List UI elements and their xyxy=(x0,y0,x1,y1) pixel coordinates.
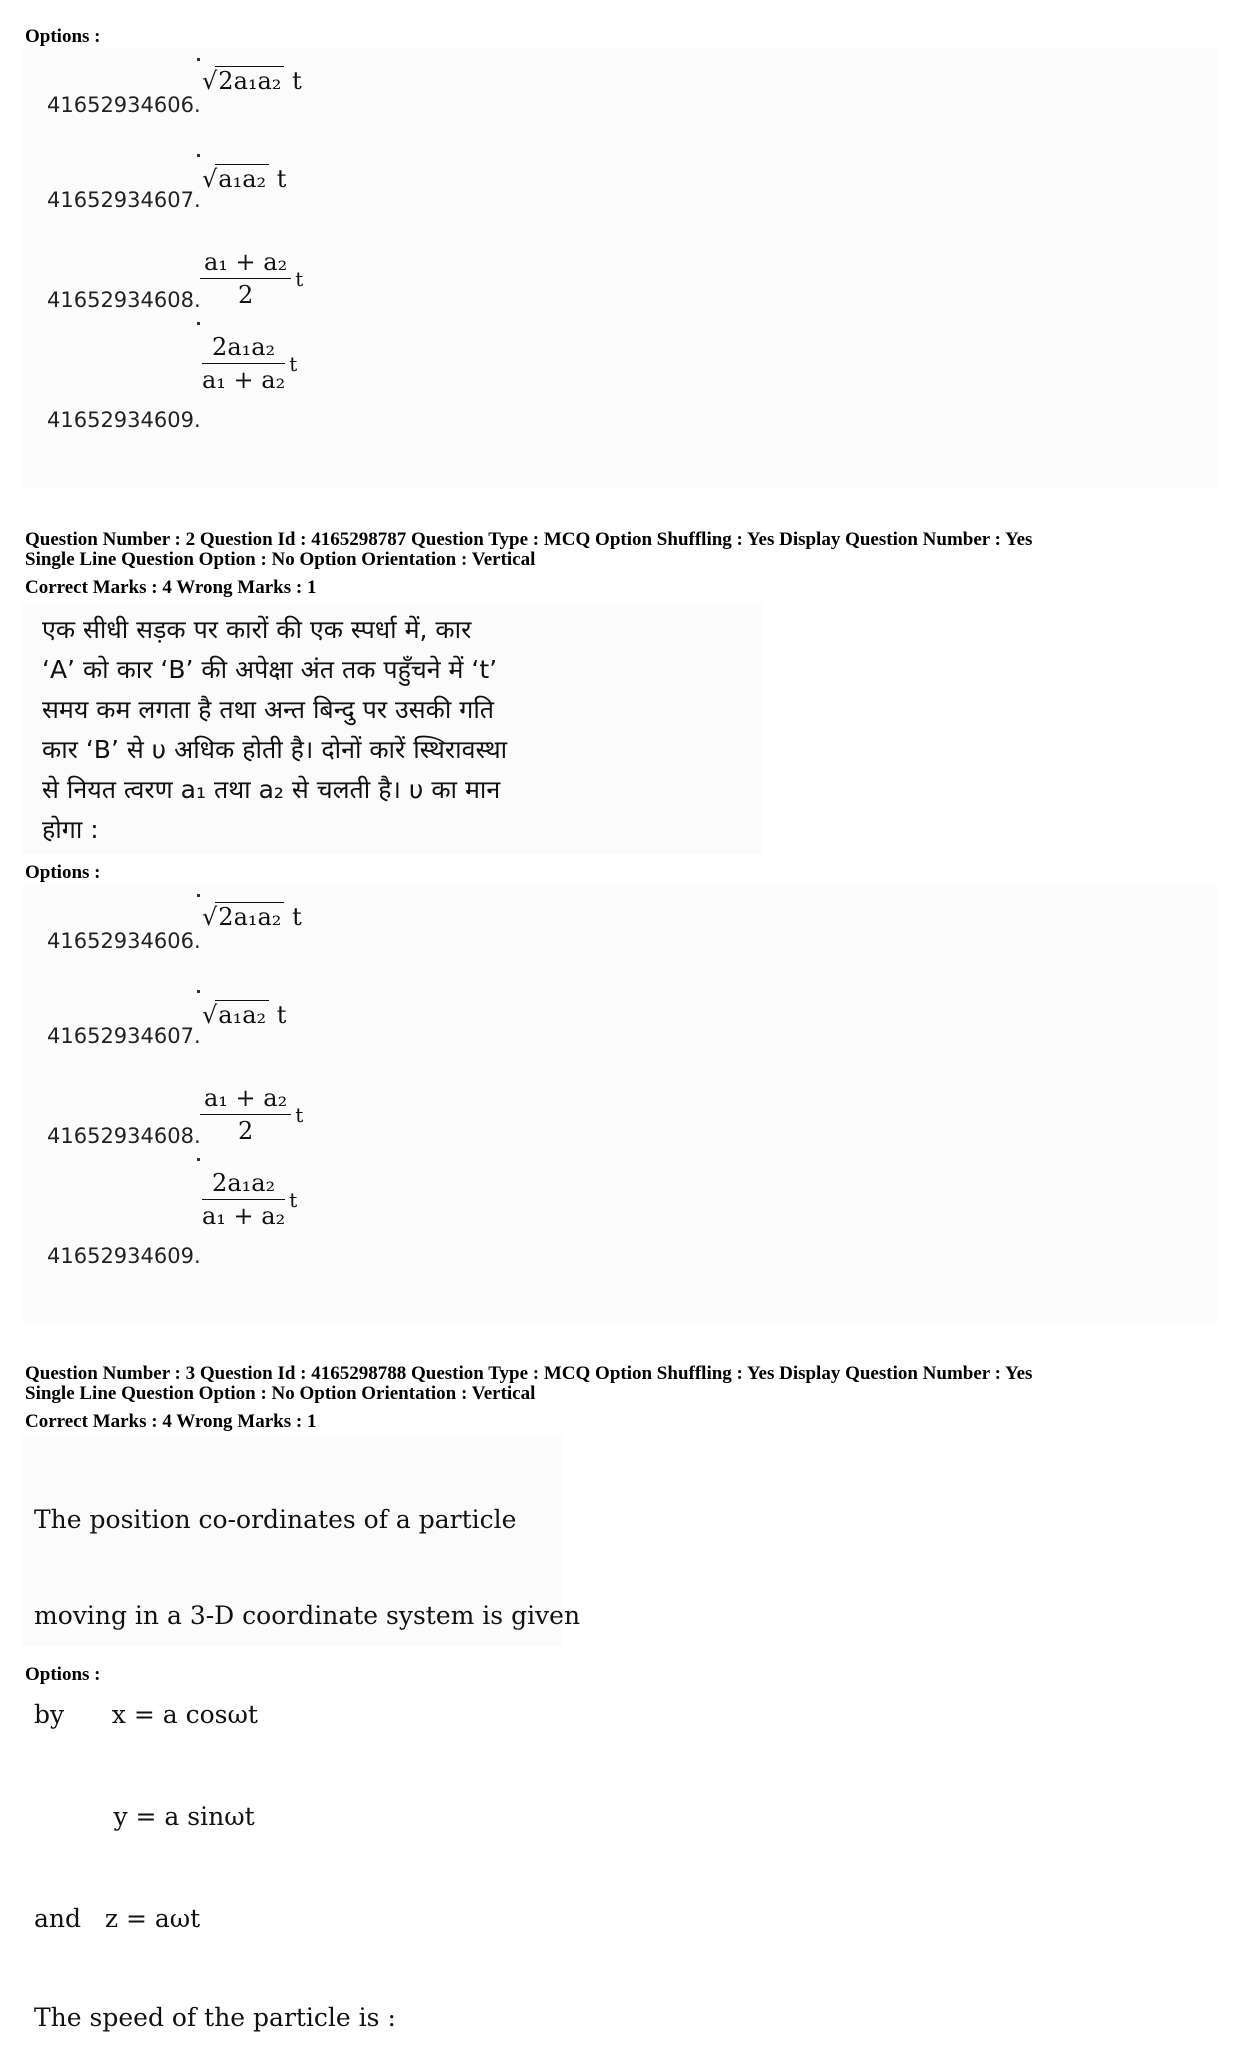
option-id: 41652934609. xyxy=(47,1244,201,1268)
options-label: Options : xyxy=(25,26,101,47)
question-line: The position co-ordinates of a particle xyxy=(34,1505,517,1534)
question-marks: Correct Marks : 4 Wrong Marks : 1 xyxy=(25,577,317,598)
option-formula: √a₁a₂ t xyxy=(202,165,287,193)
question-marks: Correct Marks : 4 Wrong Marks : 1 xyxy=(25,1411,317,1432)
option-formula: √2a₁a₂ t xyxy=(202,67,302,95)
option-formula: √2a₁a₂ t xyxy=(202,903,302,931)
tick-mark xyxy=(197,322,200,325)
options-panel xyxy=(22,48,1218,488)
option-id: 41652934607. xyxy=(47,188,201,212)
question-meta: Question Number : 3 Question Id : 4165298788 Question Type : MCQ Option Shuffling : Yes Display Question Number : Yes xyxy=(25,1363,1033,1384)
tick-mark xyxy=(197,58,200,61)
option-id: 41652934606. xyxy=(47,929,201,953)
question-text xyxy=(22,604,762,854)
question-line: कार ‘B’ से υ अधिक होती है। दोनों कारें स्थिरावस्था xyxy=(42,735,508,764)
question-line: से नियत त्वरण a₁ तथा a₂ से चलती है। υ का मान xyxy=(42,775,501,804)
options-label: Options : xyxy=(25,1664,101,1685)
tick-mark xyxy=(197,894,200,897)
option-formula: $\frac{\text{a₁ + a₂}}{2}$ t xyxy=(200,1084,303,1145)
question-line: The speed of the particle is : xyxy=(34,2003,396,2032)
option-id: 41652934609. xyxy=(47,408,201,432)
option-formula: $\frac{\text{2a₁a₂}}{\text{a₁ + a₂}}$ t xyxy=(202,1169,298,1230)
question-line: समय कम लगता है तथा अन्त बिन्दु पर उसकी गति xyxy=(42,695,495,724)
question-line: by x = a cosωt xyxy=(34,1700,258,1729)
question-line: and z = aωt xyxy=(34,1904,201,1933)
question-line: होगा : xyxy=(42,815,99,844)
question-line: moving in a 3-D coordinate system is given xyxy=(34,1601,581,1630)
question-line: ‘A’ को कार ‘B’ की अपेक्षा अंत तक पहुँचने में ‘t’ xyxy=(42,655,498,684)
option-id: 41652934607. xyxy=(47,1024,201,1048)
question-line: y = a sinωt xyxy=(34,1802,255,1831)
option-id: 41652934608. xyxy=(47,288,201,312)
option-formula: $\frac{\text{2a₁a₂}}{\text{a₁ + a₂}}$ t xyxy=(202,333,298,394)
question-meta: Single Line Question Option : No Option Orientation : Vertical xyxy=(25,1383,536,1404)
tick-mark xyxy=(197,1158,200,1161)
question-line: एक सीधी सड़क पर कारों की एक स्पर्धा में, कार xyxy=(42,615,472,644)
option-id: 41652934608. xyxy=(47,1124,201,1148)
tick-mark xyxy=(197,990,200,993)
option-formula: $\frac{\text{a₁ + a₂}}{2}$ t xyxy=(200,248,303,309)
question-meta: Question Number : 2 Question Id : 4165298787 Question Type : MCQ Option Shuffling : Yes Display Question Number : Yes xyxy=(25,529,1033,550)
option-formula: √a₁a₂ t xyxy=(202,1001,287,1029)
question-meta: Single Line Question Option : No Option Orientation : Vertical xyxy=(25,549,536,570)
options-label: Options : xyxy=(25,862,101,883)
option-id: 41652934606. xyxy=(47,93,201,117)
options-panel xyxy=(22,884,1218,1324)
tick-mark xyxy=(197,154,200,157)
